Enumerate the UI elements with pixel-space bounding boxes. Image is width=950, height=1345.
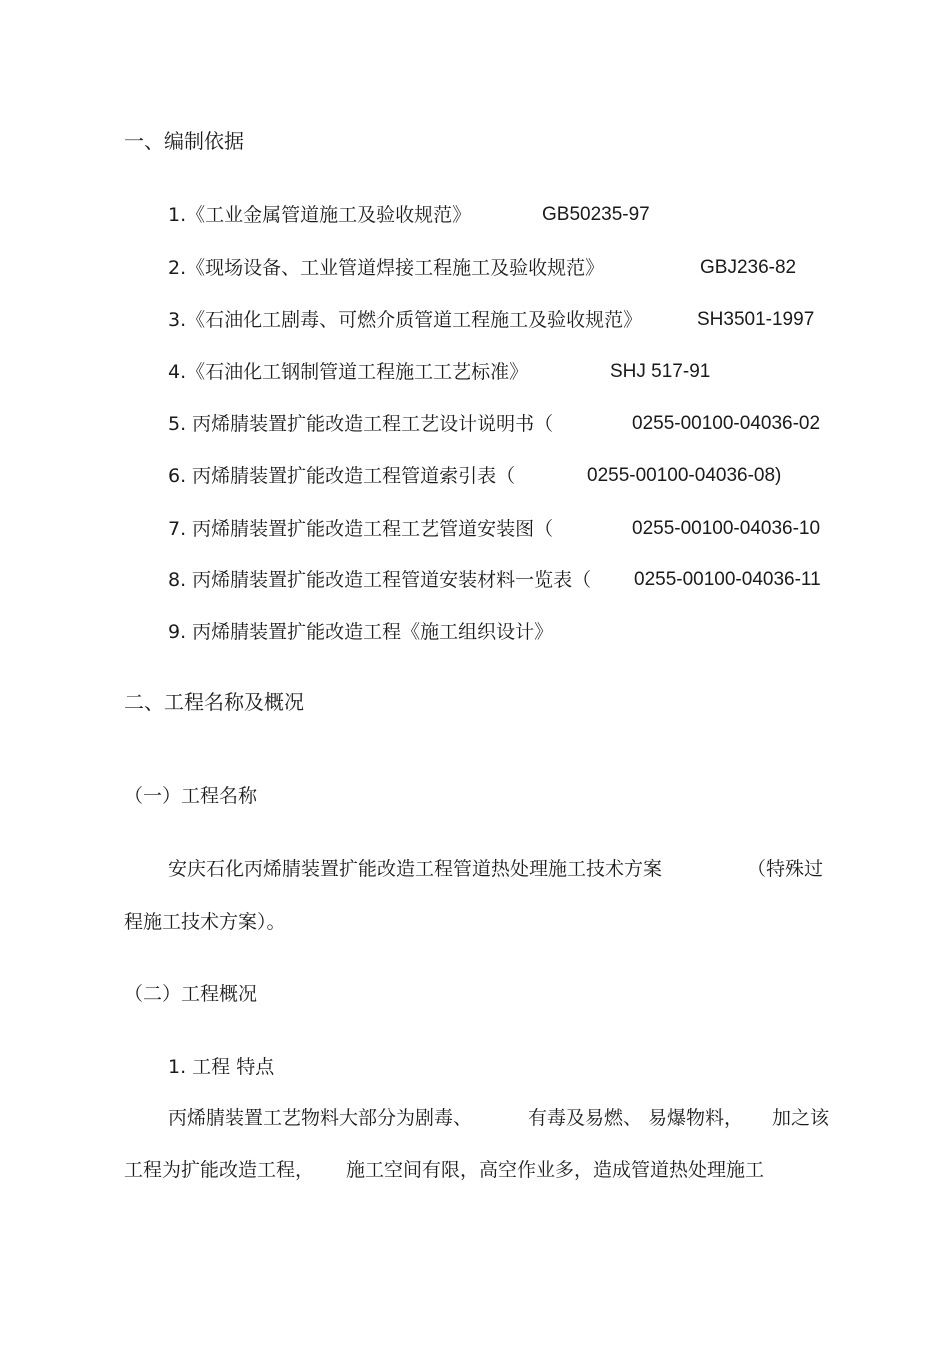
reference-item-2-code: GBJ236-82 (700, 257, 797, 278)
reference-item-9-title: 9. 丙烯腈装置扩能改造工程《施工组织设计》 (168, 621, 554, 643)
subsection-2-heading: （二）工程概况 (124, 983, 258, 1005)
reference-item-1-code: GB50235-97 (542, 204, 650, 225)
features-line-1-a: 丙烯腈装置工艺物料大部分为剧毒、 (168, 1107, 473, 1129)
reference-item-7-code: 0255-00100-04036-10 (632, 518, 821, 539)
project-name-line-1-tail: （特殊过 (747, 858, 824, 880)
features-line-2-b: 施工空间有限，高空作业多，造成管道热处理施工 (346, 1159, 765, 1181)
subsection-1-heading: （一）工程名称 (124, 785, 258, 807)
reference-item-3-title: 3.《石油化工剧毒、可燃介质管道工程施工及验收规范》 (168, 309, 643, 331)
reference-item-5-title: 5. 丙烯腈装置扩能改造工程工艺设计说明书（ (168, 413, 554, 435)
reference-item-4-title: 4.《石油化工钢制管道工程施工工艺标准》 (168, 361, 529, 383)
features-line-1-b: 有毒及易燃、 易爆物料， (528, 1107, 744, 1129)
reference-item-6-title: 6. 丙烯腈装置扩能改造工程管道索引表（ (168, 465, 516, 487)
reference-item-6-code: 0255-00100-04036-08) (587, 465, 782, 486)
point-1-title: 1. 工程 特点 (168, 1056, 275, 1078)
features-line-2-a: 工程为扩能改造工程， (124, 1159, 315, 1181)
reference-item-4-code: SHJ 517-91 (610, 361, 711, 382)
reference-item-2-title: 2.《现场设备、工业管道焊接工程施工及验收规范》 (168, 257, 605, 279)
reference-item-3-code: SH3501-1997 (697, 309, 815, 330)
features-line-1-c: 加之该 (772, 1107, 830, 1129)
reference-item-8-title: 8. 丙烯腈装置扩能改造工程管道安装材料一览表（ (168, 569, 592, 591)
reference-item-1-title: 1.《工业金属管道施工及验收规范》 (168, 204, 472, 226)
project-name-line-2: 程施工技术方案）。 (124, 911, 286, 933)
project-name-line-1: 安庆石化丙烯腈装置扩能改造工程管道热处理施工技术方案 (168, 858, 663, 880)
section-1-heading: 一、编制依据 (124, 129, 244, 153)
reference-item-7-title: 7. 丙烯腈装置扩能改造工程工艺管道安装图（ (168, 518, 554, 540)
reference-item-8-code: 0255-00100-04036-11 (634, 569, 821, 590)
section-2-heading: 二、工程名称及概况 (124, 690, 304, 714)
reference-item-5-code: 0255-00100-04036-02 (632, 413, 821, 434)
